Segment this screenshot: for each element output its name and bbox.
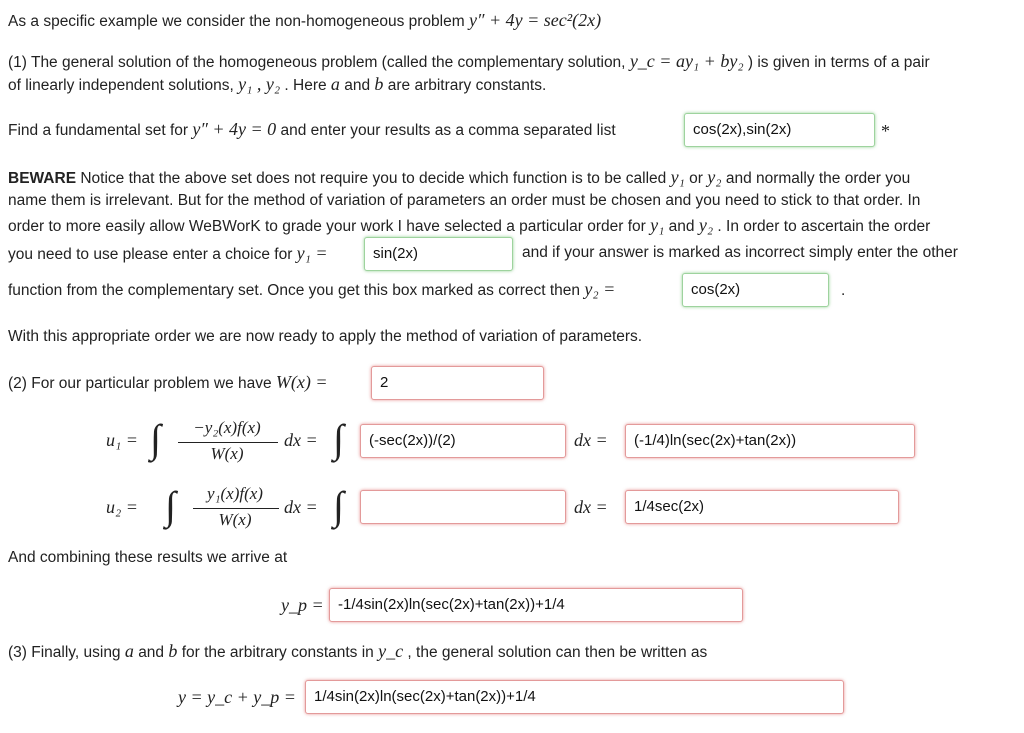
beware-line4 (8, 242, 328, 266)
word-and: and (668, 218, 695, 235)
combining-line: And combining these results we arrive at (8, 549, 288, 566)
u2-fraction-bar (193, 508, 279, 509)
intro-equation: y″ + 4y = sec²(2x) (468, 10, 602, 30)
y2-input[interactable]: cos(2x) (682, 273, 829, 307)
beware-line3 (8, 214, 930, 238)
yc-symbol: y_c (378, 641, 404, 661)
general-solution-input[interactable]: 1/4sin(2x)ln(sec(2x)+tan(2x))+1/4 (305, 680, 844, 714)
required-star: * (881, 121, 890, 141)
y2-equals: y₂ = (584, 279, 616, 299)
y1-equals: y₁ = (296, 243, 328, 263)
symbol-b: b (374, 74, 384, 94)
homogeneous-equation: y″ + 4y = 0 (192, 119, 277, 139)
u2-numerator: y₁(x)f(x) (207, 484, 263, 503)
beware-text-3b: . In order to ascertain the order (717, 218, 931, 235)
part1-text-d: . Here (284, 77, 327, 94)
part1-text-e: are arbitrary constants. (387, 77, 547, 94)
part1-line2 (8, 73, 546, 97)
beware-text-5a: function from the complementary set. Once you get this box marked as correct then (8, 282, 581, 299)
part1-text-b: ) is given in terms of a pair (747, 54, 930, 71)
yp-label: y_p = (281, 595, 324, 615)
wronskian-equals: W(x) = (275, 372, 328, 392)
beware-text-4b: and if your answer is marked as incorrect simply enter the other (522, 244, 958, 261)
y1-symbol: y₁ (670, 167, 685, 187)
integral-sign-1: ∫ (150, 416, 161, 461)
u1-result-input[interactable]: (-1/4)ln(sec(2x)+tan(2x)) (625, 424, 915, 458)
beware-text-1a: Notice that the above set does not require you to decide which function is to be called (80, 170, 667, 187)
yc-expression: y_c = ay₁ + by₂ (629, 51, 744, 71)
y2-symbol: y₂ (707, 167, 722, 187)
fundamental-text-a: Find a fundamental set for (8, 122, 189, 139)
u1-dx-equals-2: dx = (574, 430, 608, 450)
fundamental-line (8, 118, 616, 142)
part3-text-a: (3) Finally, using (8, 644, 121, 661)
u2-dx-equals: dx = (284, 497, 318, 517)
u2-integrand-input[interactable] (360, 490, 566, 524)
general-label: y = y_c + y_p = (178, 687, 296, 707)
u1-label: u₁ = (106, 430, 138, 450)
word-and: and (344, 77, 371, 94)
y1-input[interactable]: sin(2x) (364, 237, 513, 271)
fundamental-text-b: and enter your results as a comma separated list (280, 122, 616, 139)
yp-input[interactable]: -1/4sin(2x)ln(sec(2x)+tan(2x))+1/4 (329, 588, 743, 622)
beware-text-1b: and normally the order you (725, 170, 911, 187)
beware-label: BEWARE (8, 170, 77, 187)
part1-text-c: of linearly independent solutions, (8, 77, 234, 94)
intro-text: As a specific example we consider the non-homogeneous problem (8, 13, 465, 30)
integral-sign-3: ∫ (165, 483, 176, 528)
integral-sign-4: ∫ (333, 483, 344, 528)
part3-line (8, 640, 707, 664)
u1-fraction-bar (178, 442, 278, 443)
part1-line1 (8, 50, 930, 74)
part1-text-a: (1) The general solution of the homogeneous problem (called the complementary solution, (8, 54, 626, 71)
y2-symbol: y₂ (698, 215, 714, 235)
u2-label: u₂ = (106, 497, 138, 517)
word-and: and (138, 644, 165, 661)
beware-line2: name them is irrelevant. But for the method of variation of parameters an order must be chosen and you need to stick to that order. In (8, 192, 921, 209)
period: . (841, 282, 846, 299)
variation-line: With this appropriate order we are now ready to apply the method of variation of parameters. (8, 328, 643, 345)
u2-result-input[interactable]: 1/4sec(2x) (625, 490, 899, 524)
beware-line5 (8, 278, 615, 302)
symbol-a: a (330, 74, 340, 94)
wronskian-input[interactable]: 2 (371, 366, 544, 400)
part2-text: (2) For our particular problem we have (8, 375, 272, 392)
beware-line1 (8, 166, 910, 190)
beware-text-3a: order to more easily allow WeBWorK to grade your work I have selected a particular order for (8, 218, 646, 235)
part3-text-c: , the general solution can then be written as (407, 644, 708, 661)
part3-text-b: for the arbitrary constants in (181, 644, 374, 661)
u2-dx-equals-2: dx = (574, 497, 608, 517)
u2-denominator: W(x) (218, 510, 252, 529)
beware-text-4a: you need to use please enter a choice for (8, 246, 293, 263)
symbol-b: b (168, 641, 178, 661)
y1-y2-symbols: y₁ , y₂ (238, 74, 281, 94)
symbol-a: a (124, 641, 134, 661)
word-or: or (689, 170, 703, 187)
fundamental-set-input[interactable]: cos(2x),sin(2x) (684, 113, 875, 147)
integral-sign-2: ∫ (333, 416, 344, 461)
u1-integrand-input[interactable]: (-sec(2x))/(2) (360, 424, 566, 458)
intro-line (8, 9, 601, 33)
u1-dx-equals: dx = (284, 430, 318, 450)
u1-numerator: −y₂(x)f(x) (193, 418, 261, 437)
u1-denominator: W(x) (210, 444, 244, 463)
part2-line (8, 371, 328, 395)
y1-symbol: y₁ (650, 215, 665, 235)
